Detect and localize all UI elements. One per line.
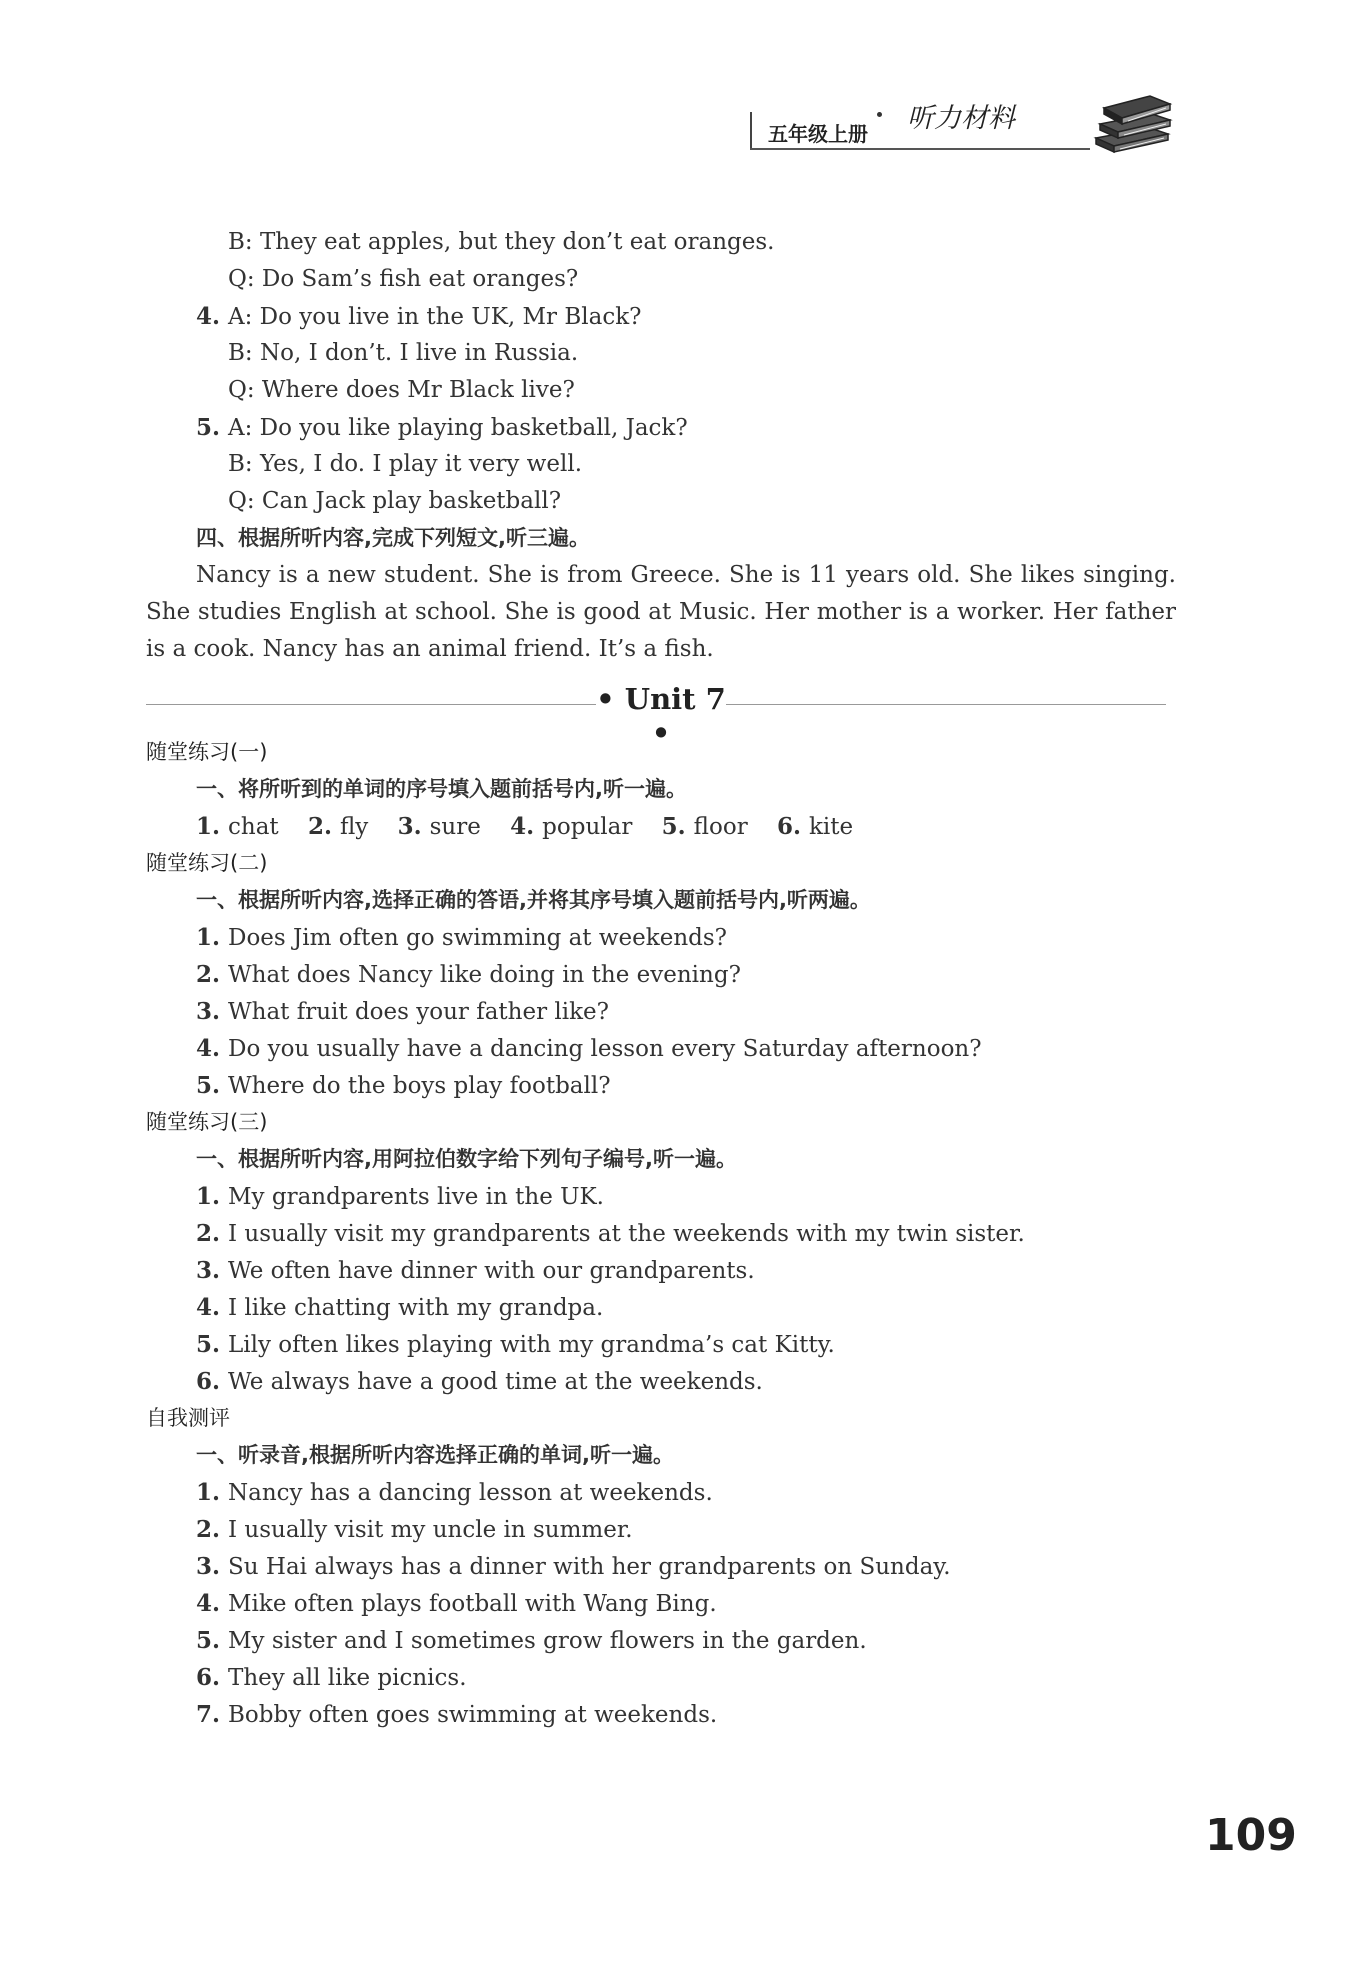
exercise-heading: 一、听录音,根据所听内容选择正确的单词,听一遍。 bbox=[196, 1443, 674, 1467]
exercise-heading: 一、根据所听内容,选择正确的答语,并将其序号填入题前括号内,听两遍。 bbox=[196, 888, 871, 912]
books-icon bbox=[1090, 88, 1174, 154]
passage-paragraph: Nancy is a new student. She is from Greece. She is 11 years old. She likes singing. She studies English at school. She is good at Music. Her mother is a worker. Her father is a cook. Nancy has an animal friend. It’s a fish. bbox=[146, 562, 1176, 662]
dialog-line: Q: Can Jack play basketball? bbox=[228, 488, 562, 514]
exercise-title: 随堂练习(三) bbox=[146, 1110, 268, 1134]
header-bracket bbox=[750, 112, 758, 150]
list-item: 3. Su Hai always has a dinner with her grandparents on Sunday. bbox=[196, 1553, 951, 1580]
divider-rule-left bbox=[146, 704, 596, 705]
header-title: 听力材料 bbox=[907, 103, 1015, 134]
header-dot bbox=[877, 112, 882, 117]
unit-title: • Unit 7 • bbox=[596, 682, 726, 750]
list-item: 6. We always have a good time at the weekends. bbox=[196, 1368, 763, 1395]
list-item: 2. What does Nancy like doing in the evening? bbox=[196, 961, 741, 988]
list-item: 4. I like chatting with my grandpa. bbox=[196, 1294, 604, 1321]
list-item: 5. A: Do you like playing basketball, Jack? bbox=[196, 414, 688, 441]
list-item: 6. They all like picnics. bbox=[196, 1664, 467, 1691]
word-list: 1. chat 2. fly 3. sure 4. popular 5. floor 6. kite bbox=[196, 813, 854, 840]
list-item: 4. A: Do you live in the UK, Mr Black? bbox=[196, 303, 642, 330]
list-item: 5. Lily often likes playing with my grandma’s cat Kitty. bbox=[196, 1331, 835, 1358]
list-item: 1. Nancy has a dancing lesson at weekends. bbox=[196, 1479, 713, 1506]
list-item: 1. My grandparents live in the UK. bbox=[196, 1183, 604, 1210]
dialog-line: Q: Do Sam’s fish eat oranges? bbox=[228, 266, 579, 292]
list-item: 5. Where do the boys play football? bbox=[196, 1072, 611, 1099]
divider-rule-right bbox=[726, 704, 1166, 705]
page-header bbox=[0, 0, 1350, 170]
header-rule bbox=[750, 148, 1090, 150]
exercise-heading: 一、根据所听内容,用阿拉伯数字给下列句子编号,听一遍。 bbox=[196, 1147, 737, 1171]
list-item: 5. My sister and I sometimes grow flowers in the garden. bbox=[196, 1627, 867, 1654]
list-item: 3. What fruit does your father like? bbox=[196, 998, 609, 1025]
page-number: 109 bbox=[1205, 1810, 1297, 1861]
list-item: 4. Do you usually have a dancing lesson every Saturday afternoon? bbox=[196, 1035, 982, 1062]
grade-label: 五年级上册 bbox=[768, 122, 868, 146]
dialog-line: B: They eat apples, but they don’t eat oranges. bbox=[228, 229, 775, 255]
exercise-heading: 一、将所听到的单词的序号填入题前括号内,听一遍。 bbox=[196, 777, 687, 801]
list-item: 2. I usually visit my uncle in summer. bbox=[196, 1516, 633, 1543]
dialog-line: B: No, I don’t. I live in Russia. bbox=[228, 340, 579, 366]
exercise-title: 随堂练习(一) bbox=[146, 740, 268, 764]
list-item: 2. I usually visit my grandparents at the weekends with my twin sister. bbox=[196, 1220, 1025, 1247]
unit-divider bbox=[146, 674, 1176, 750]
exercise-title: 自我测评 bbox=[146, 1406, 230, 1430]
section-heading: 四、根据所听内容,完成下列短文,听三遍。 bbox=[196, 526, 590, 550]
list-item: 7. Bobby often goes swimming at weekends. bbox=[196, 1701, 718, 1728]
exercise-title: 随堂练习(二) bbox=[146, 851, 268, 875]
list-item: 3. We often have dinner with our grandparents. bbox=[196, 1257, 755, 1284]
dialog-line: B: Yes, I do. I play it very well. bbox=[228, 451, 583, 477]
list-item: 1. Does Jim often go swimming at weekends? bbox=[196, 924, 727, 951]
list-item: 4. Mike often plays football with Wang Bing. bbox=[196, 1590, 717, 1617]
dialog-line: Q: Where does Mr Black live? bbox=[228, 377, 575, 403]
page-content bbox=[146, 224, 1176, 1733]
